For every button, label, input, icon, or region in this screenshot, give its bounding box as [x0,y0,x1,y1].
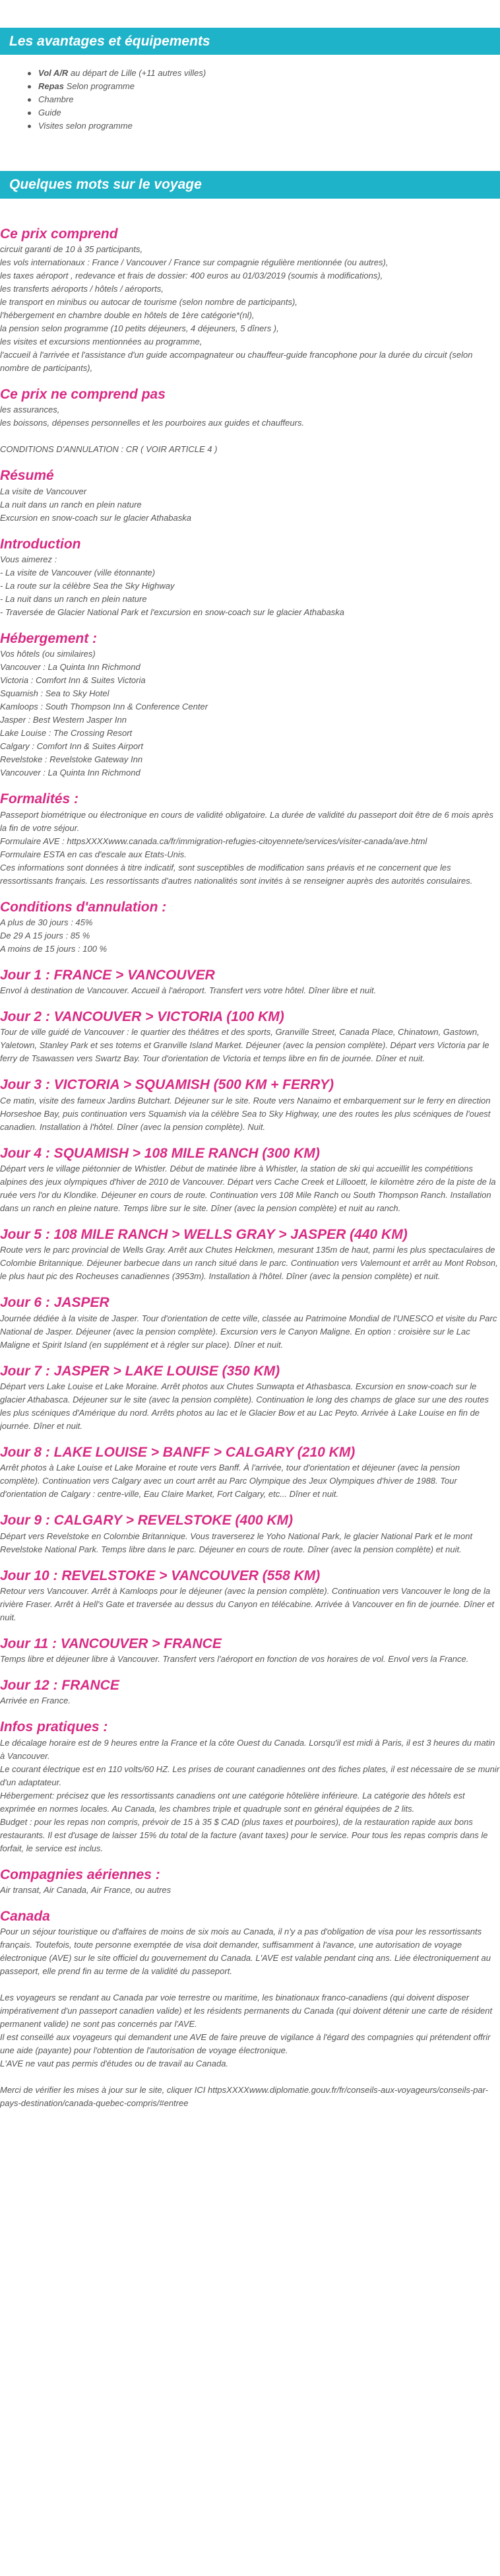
section-line: la pension selon programme (10 petits déjeuners, 4 déjeuners, 5 dîners ), [0,323,279,334]
section-line: Envol à destination de Vancouver. Accueil à l'aéroport. Transfert vers votre hôtel. Dîner libre et nuit. [0,985,377,996]
section-title: Compagnies aériennes : [0,1866,160,1882]
section-line: Jasper : Best Western Jasper Inn [0,715,127,725]
section [0,225,500,375]
section-line: Ces informations sont données à titre indicatif, sont susceptibles de modification sans préavis et ne concernent que les ressortissants français. Les ressortissants d'autres nationalités sont invités à se renseigner auprès des autorités consulaires. [0,862,473,886]
trip-header: Quelques mots sur le voyage [0,171,500,198]
section-title: Jour 4 : SQUAMISH > 108 MILE RANCH (300 KM) [0,1145,320,1161]
section [0,1635,500,1666]
section [0,630,500,779]
section-title: Canada [0,1909,50,1925]
section-line: l'accueil à l'arrivée et l'assistance d'un guide accompagnateur ou chauffeur-guide francophone pour la durée du circuit (selon nombre de participants), [0,350,473,374]
section-line: - Traversée de Glacier National Park et l'excursion en snow-coach sur le glacier Athabaska [0,607,344,617]
advantage-item-text: Guide [38,108,61,118]
section-title: Jour 3 : VICTORIA > SQUAMISH (500 KM + FERRY) [0,1077,334,1093]
advantage-item-text: Chambre [38,94,74,105]
section-title: Jour 6 : JASPER [0,1295,109,1311]
section [0,966,500,997]
section-line: les vols internationaux : France / Vancouver / France sur compagnie régulière mentionnée (ou autres), [0,257,389,268]
section-line: Pour un séjour touristique ou d'affaires de moins de six mois au Canada, il n'y a pas d'obligation de visa pour les ressortissants français. Toutefois, toute personne exemptée de visa doit demander, suffisamment à l'avance, une autorisation de voyage électronique (AVE) sur le site officiel du gouvernement du Canada. L'AVE est valable pendant cinq ans. Liée électroniquement au passeport, elle prend fin au terme de la validité du passeport. [0,1927,491,1977]
section [0,1226,500,1283]
section [0,1866,500,1897]
section-title: Jour 8 : LAKE LOUISE > BANFF > CALGARY (210 KM) [0,1444,356,1460]
section-title: Jour 1 : FRANCE > VANCOUVER [0,967,215,983]
section-line: Départ vers Revelstoke en Colombie Britannique. Vous traverserez le Yoho National Park, le glacier National Park et le mont Revelstoke National Park. Temps libre dans le parc. Déjeuner en cours de route. Dîner (avec la pension complète) et nuit. [0,1531,473,1554]
section [0,1907,500,2110]
section-line: Route vers le parc provincial de Wells Gray. Arrêt aux Chutes Helckmen, mesurant 135m de haut, parmi les plus spectaculaires de Colombie Britannique. Déjeuner barbecue dans un ranch situé dans le parc. Continuation vers Valemount et arrêt au Mont Robson, le plus haut pic des Rocheuses canadiennes (3953m). Installation à l'hôtel. Dîner (avec la pension complète) et nuit. [0,1245,498,1282]
advantage-item-text: Visites selon programme [38,121,133,131]
advantage-item [38,93,500,106]
advantage-item [38,80,500,93]
section-line: Départ vers le village piétonnier de Whistler. Début de matinée libre à Whistler, la station de ski qui accueillit les compétitions alpines des jeux olympiques d'hiver de 2010 de Vancouver. Départ vers Cache Creek et Lillooett, le kilomètre zéro de la piste de la ruée vers l'or du Klondike. Déjeuner en cours de route. Continuation vers 108 Mile Ranch ou South Thompson Ranch. Installation dans un ranch en pleine nature. Temps libre sur le site. Dîner (avec la pension complète) et nuit au ranch. [0,1164,496,1214]
advantages-header: Les avantages et équipements [0,28,500,55]
section-line: CONDITIONS D'ANNULATION : CR ( VOIR ARTICLE 4 ) [0,444,218,455]
section-line: - La route sur la célèbre Sea the Sky Highway [0,580,175,591]
section [0,1362,500,1433]
section [0,790,500,887]
section-title: Jour 7 : JASPER > LAKE LOUISE (350 KM) [0,1363,280,1379]
section-title: Hébergement : [0,630,98,646]
section-line: L'AVE ne vaut pas permis d'études ou de travail au Canada. [0,2059,229,2069]
advantage-item-bold: Repas [38,81,65,92]
section-line: Retour vers Vancouver. Arrêt à Kamloops pour le déjeuner (avec la pension complète). Continuation vers Vancouver le long de la rivière Fraser. Arrêt à Hell's Gate et traversée au dessus du Canyon en télécabine. Arrivée à Vancouver en fin de journée. Dîner et nuit. [0,1585,495,1622]
section-line: Merci de vérifier les mises à jour sur le site, cliquer ICI httpsXXXXwww.diplomatie.gouv.fr/fr/conseils-aux-voyageurs/conseils-par-pays-destination/canada-quebec-compris/#entree [0,2085,489,2109]
section-title: Ce prix comprend [0,226,118,242]
section-line: Ce matin, visite des fameux Jardins Butchart. Déjeuner sur le site. Route vers Nanaimo et embarquement sur le ferry en direction Horseshoe Bay, puis continuation vers Squamish via la célèbre Sea to Sky Highway, une des routes les plus scéniques de l'ouest canadien. Installation à l'hôtel. Dîner (avec la pension complète). Nuit. [0,1095,491,1132]
section-line: Budget : pour les repas non compris, prévoir de 15 à 35 $ CAD (plus taxes et pourboires), de la restauration rapide aux bons restaurants. Il est d'usage de laisser 15% du total de la facture (avant taxes) pour le service. Pour tous les repas compris dans le forfait, le service est inclus. [0,1816,488,1853]
section [0,535,500,619]
section-title: Conditions d'annulation : [0,899,167,915]
section-title: Résumé [0,468,54,484]
section-line: Le décalage horaire est de 9 heures entre la France et la côte Ouest du Canada. Lorsqu'il est midi à Paris, il est 3 heures du matin à Vancouver. [0,1737,495,1761]
section-line: Les voyageurs se rendant au Canada par voie terrestre ou maritime, les binationaux franco-canadiens (qui doivent disposer impérativement d'un passeport canadien valide) et les résidents permanents du Canada (qui doivent détenir une carte de résident permanent valide) ne sont pas concernés par l'AVE. [0,1993,493,2030]
section-line: Excursion en snow-coach sur le glacier Athabaska [0,512,191,523]
section-line: De 29 A 15 jours : 85 % [0,930,90,941]
section-line: Hébergement: précisez que les ressortissants canadiens ont une catégorie hôtelière inférieure. La catégorie des hôtels est exprimée en normes locales. Au Canada, les chambres triple et quadruple sont en général équipées de 2 lits. [0,1790,465,1814]
section-line: Départ vers Lake Louise et Lake Moraine. Arrêt photos aux Chutes Sunwapta et Athasbasca. Excursion en snow-coach sur le glacier Athabasca. Déjeuner sur le site (avec la pension complète). Continuation le long des champs de glace sur une des routes les plus scéniques d'Amérique du nord. Arrêts photos au lac et le Glacier Bow et au Lac Peyto. Arrivée à Lake Louise en fin de journée. Dîner et nuit. [0,1381,489,1431]
section-line: Formulaire ESTA en cas d'escale aux Etats-Unis. [0,849,187,859]
section [0,1443,500,1501]
section-line: Revelstoke : Revelstoke Gateway Inn [0,754,143,765]
section-line: Calgary : Comfort Inn & Suites Airport [0,741,143,752]
section-line: les transferts aéroports / hôtels / aéroports, [0,284,164,294]
section-title: Infos pratiques : [0,1719,108,1735]
section [0,467,500,524]
section-line: les taxes aéroport , redevance et frais de dossier: 400 euros au 01/03/2019 (soumis à modifications), [0,271,383,281]
section-line: Squamish : Sea to Sky Hotel [0,688,109,699]
advantage-item-bold: Vol A/R [38,68,69,79]
advantages-list [0,67,500,133]
section [0,1718,500,1855]
section-line: l'hébergement en chambre double en hôtels de 1ère catégorie*(nl), [0,310,255,321]
section-line: Passeport biométrique ou électronique en cours de validité obligatoire. La durée de validité du passeport doit être de 6 mois après la fin de votre séjour. [0,809,493,833]
section [0,385,500,456]
section-line: Arrivée en France. [0,1696,71,1706]
section-title: Jour 11 : VANCOUVER > FRANCE [0,1635,222,1651]
section-line: Vos hôtels (ou similaires) [0,649,96,659]
section-line: Il est conseillé aux voyageurs qui demandent une AVE de faire preuve de vigilance à l'égard des compagnies qui prétendent offrir une aide (payante) pour l'obtention de l'autorisation de voyage électronique. [0,2032,491,2056]
section-line: Vous aimerez : [0,554,57,564]
section-line: les visites et excursions mentionnées au programme, [0,337,203,347]
advantage-item-text: Selon programme [64,81,135,92]
section-title: Introduction [0,536,81,552]
section-line: - La nuit dans un ranch en plein nature [0,593,147,604]
section [0,898,500,956]
section-title: Jour 12 : FRANCE [0,1678,119,1694]
section-line: circuit garanti de 10 à 35 participants, [0,244,143,255]
section-line: les boissons, dépenses personnelles et les pourboires aux guides et chauffeurs. [0,418,305,428]
advantage-item [38,106,500,119]
section-title: Formalités : [0,791,79,807]
section-line: Kamloops : South Thompson Inn & Conference Center [0,702,208,712]
section [0,1567,500,1624]
section-line: Victoria : Comfort Inn & Suites Victoria [0,675,146,686]
section-line: La nuit dans un ranch en plein nature [0,499,142,510]
section-line: Journée dédiée à la visite de Jasper. Tour d'orientation de cette ville, classée au Patrimoine Mondial de l'UNESCO et visite du Parc National de Jasper. Déjeuner (avec la pension complète). Excursion vers le Canyon Maligne. En option : croisière sur le Lac Maligne et Spirit Island (en supplément et à régler sur place). Dîner et nuit. [0,1313,497,1350]
section-line [0,2070,500,2084]
section [0,1008,500,1065]
section-title: Jour 10 : REVELSTOKE > VANCOUVER (558 KM) [0,1568,321,1583]
section-line: le transport en minibus ou autocar de tourisme (selon nombre de participants), [0,297,297,308]
section-title: Jour 2 : VANCOUVER > VICTORIA (100 KM) [0,1009,284,1025]
section-line: Formulaire AVE : httpsXXXXwww.canada.ca/fr/immigration-refugies-citoyennete/services/visiter-canada/ave.html [0,836,427,846]
section-line: Air transat, Air Canada, Air France, ou autres [0,1885,172,1896]
section-line: La visite de Vancouver [0,486,87,496]
section [0,1144,500,1215]
section-line: Lake Louise : The Crossing Resort [0,728,133,739]
section-line: Vancouver : La Quinta Inn Richmond [0,662,141,673]
section-line: Temps libre et déjeuner libre à Vancouver. Transfert vers l'aéroport en fonction de vos horaires de vol. Envol vers la France. [0,1654,469,1665]
section [0,1676,500,1707]
section-title: Ce prix ne comprend pas [0,387,166,403]
section-line: Tour de ville guidé de Vancouver : le quartier des théâtres et des sports, Granville Street, Canada Place, Chinatown, Gastown, Yaletown, Stanley Park et ses totems et Granville Island Market. Déjeuner (avec la pension complète). Départ vers Victoria par le ferry de Tsawassen vers Swartz Bay. Tour d'orientation de Victoria et temps libre en fin de journée. Dîner et nuit. [0,1027,489,1064]
section-line [0,1978,500,1991]
advantage-item [38,67,500,80]
advantage-item-text: au départ de Lille (+11 autres villes) [68,68,206,79]
section-title: Jour 5 : 108 MILE RANCH > WELLS GRAY > JASPER (440 KM) [0,1227,408,1243]
section-line: Arrêt photos à Lake Louise et Lake Moraine et route vers Banff. À l'arrivée, tour d'orientation et déjeuner (avec la pension complète). Continuation vers Calgary avec un court arrêt au Parc Olympique des Jeux Olympiques d'hiver de 1988. Tour d'orientation de Calgary : centre-ville, Eau Claire Market, Fort Calgary, etc... Dîner et nuit. [0,1463,460,1500]
section-line: les assurances, [0,405,60,415]
section-line: A plus de 30 jours : 45% [0,917,93,927]
section-title: Jour 9 : CALGARY > REVELSTOKE (400 KM) [0,1513,294,1529]
section [0,1294,500,1351]
advantage-item [38,119,500,133]
section [0,1511,500,1556]
section-line: Le courant électrique est en 110 volts/60 HZ. Les prises de courant canadiennes ont des fiches plates, il est nécessaire de se munir d'un adaptateur. [0,1764,500,1787]
section-line: Vancouver : La Quinta Inn Richmond [0,768,141,778]
section [0,1076,500,1133]
trip-content [0,225,500,2111]
section-line: - La visite de Vancouver (ville étonnante) [0,567,156,578]
section-line [0,430,500,443]
section-line: A moins de 15 jours : 100 % [0,943,108,954]
